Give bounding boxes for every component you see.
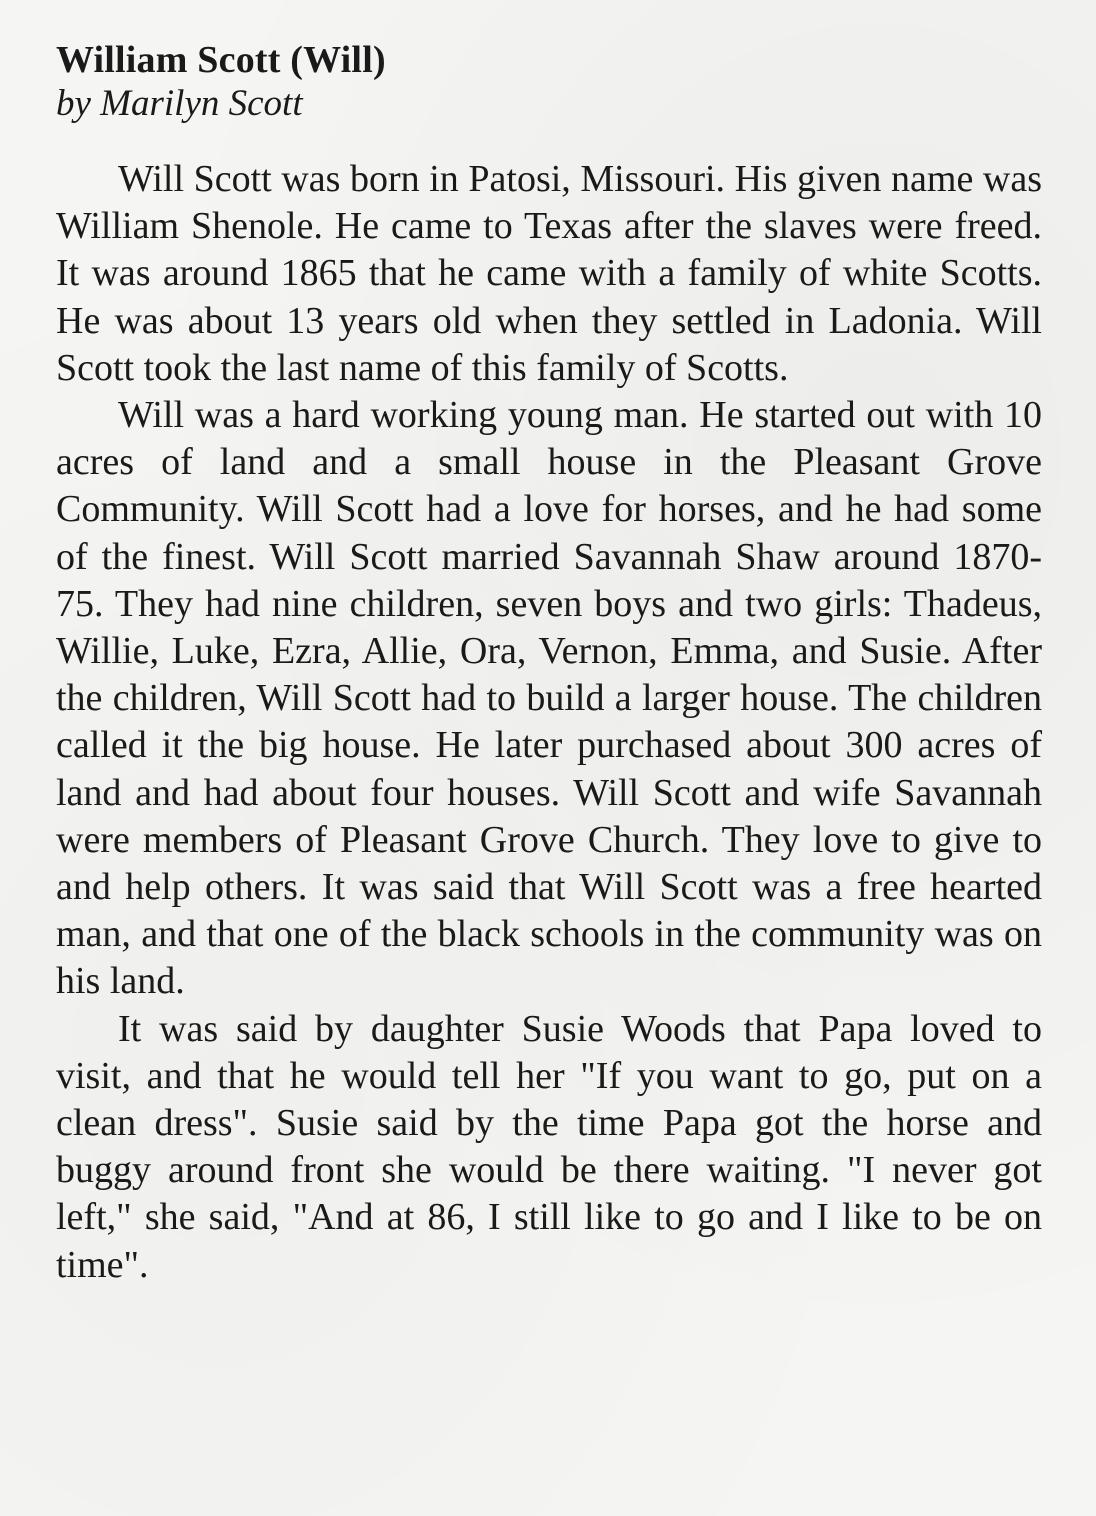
article: [56, 38, 1042, 1289]
article-byline: by Marilyn Scott: [56, 83, 303, 124]
paragraph-3: It was said by daughter Susie Woods that Papa loved to visit, and that he would tell her "If you want to go, put on a clean dress". Susie said by the time Papa got the horse and buggy around front she would be there waiting. "I never got left," she said, "And at 86, I still like to go and I like to be on time".: [56, 1007, 1042, 1286]
paragraph-2: Will was a hard working young man. He started out with 10 acres of land and a small house in the Pleasant Grove Community. Will Scott had a love for horses, and he had some of the finest. Will Scott married Savannah Shaw around 1870-75. They had nine children, seven boys and two girls: Thadeus, Willie, Luke, Ezra, Allie, Ora, Vernon, Emma, and Susie. After the children, Will Scott had to build a larger house. The children called it the big house. He later purchased about 300 acres of land and had about four houses. Will Scott and wife Savannah were members of Pleasant Grove Church. They love to give to and help others. It was said that Will Scott was a free hearted man, and that one of the black schools in the community was on his land.: [56, 394, 1042, 1003]
paragraph-1: Will Scott was born in Patosi, Missouri. His given name was William Shenole. He came to Texas after the slaves were freed. It was around 1865 that he came with a family of white Scotts. He was about 13 years old when they settled in Ladonia. Will Scott took the last name of this family of Scotts.: [56, 158, 1042, 389]
article-title: William Scott (Will): [56, 39, 386, 81]
